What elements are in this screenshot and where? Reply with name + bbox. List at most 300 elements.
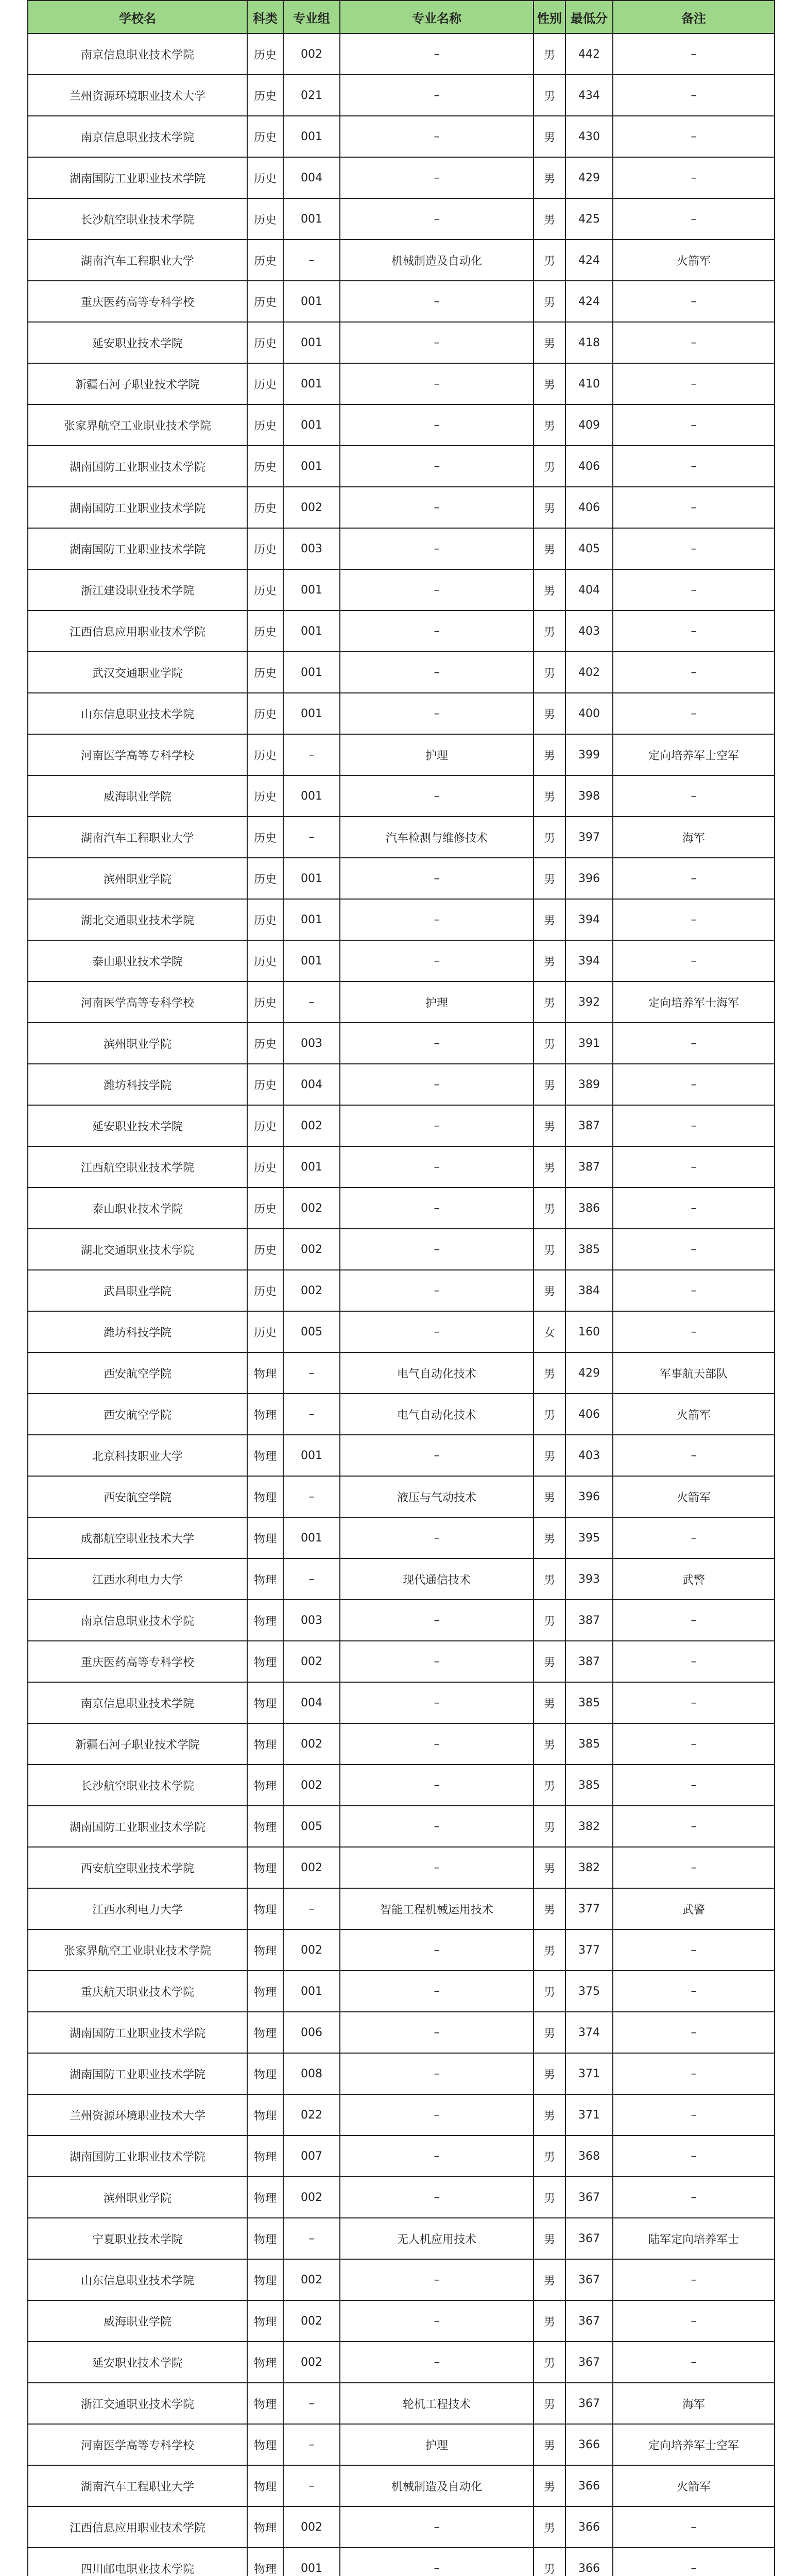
cell-note: – <box>613 1229 775 1270</box>
cell-group: 005 <box>283 1311 340 1352</box>
cell-subject: 物理 <box>247 1806 283 1847</box>
cell-school: 重庆医药高等专科学校 <box>28 281 247 322</box>
cell-gender: 男 <box>534 1394 565 1435</box>
cell-group: 021 <box>283 75 340 116</box>
table-row <box>28 1435 775 1476</box>
cell-school: 延安职业技术学院 <box>28 322 247 363</box>
cell-major: – <box>340 1971 534 2012</box>
cell-gender: 男 <box>534 1641 565 1682</box>
cell-group: 002 <box>283 487 340 528</box>
cell-gender: 男 <box>534 281 565 322</box>
cell-group: 003 <box>283 1023 340 1064</box>
cell-school: 湖南国防工业职业技术学院 <box>28 1806 247 1847</box>
cell-score: 386 <box>565 1188 613 1229</box>
cell-score: 410 <box>565 363 613 404</box>
cell-school: 湖南国防工业职业技术学院 <box>28 2136 247 2177</box>
table-row <box>28 940 775 981</box>
cell-score: 375 <box>565 1971 613 2012</box>
table-row <box>28 33 775 75</box>
cell-gender: 男 <box>534 446 565 487</box>
cell-group: 002 <box>283 1847 340 1888</box>
cell-group: 001 <box>283 1146 340 1188</box>
cell-score: 424 <box>565 240 613 281</box>
cell-score: 396 <box>565 858 613 899</box>
cell-school: 南京信息职业技术学院 <box>28 1600 247 1641</box>
cell-note: – <box>613 2342 775 2383</box>
cell-group: 001 <box>283 446 340 487</box>
cell-subject: 历史 <box>247 240 283 281</box>
cell-gender: 男 <box>534 404 565 446</box>
cell-note: – <box>613 940 775 981</box>
admission-score-table <box>27 0 775 2576</box>
cell-gender: 男 <box>534 116 565 157</box>
cell-score: 425 <box>565 198 613 240</box>
cell-school: 四川邮电职业技术学院 <box>28 2548 247 2576</box>
cell-gender: 男 <box>534 240 565 281</box>
cell-school: 泰山职业技术学院 <box>28 940 247 981</box>
cell-school: 湖南国防工业职业技术学院 <box>28 2012 247 2053</box>
cell-major: – <box>340 2012 534 2053</box>
cell-major: – <box>340 1105 534 1146</box>
cell-score: 403 <box>565 1435 613 1476</box>
table-row <box>28 1476 775 1517</box>
cell-school: 滨州职业学院 <box>28 858 247 899</box>
cell-major: 液压与气动技术 <box>340 1476 534 1517</box>
cell-score: 387 <box>565 1641 613 1682</box>
cell-group: – <box>283 1476 340 1517</box>
cell-subject: 物理 <box>247 2094 283 2136</box>
cell-major: 护理 <box>340 2424 534 2465</box>
table-row <box>28 2259 775 2300</box>
cell-group: 001 <box>283 940 340 981</box>
cell-major: – <box>340 1682 534 1723</box>
table-row <box>28 611 775 652</box>
cell-note: – <box>613 1188 775 1229</box>
header-subject: 科类 <box>247 1 283 33</box>
cell-group: 001 <box>283 363 340 404</box>
cell-score: 402 <box>565 652 613 693</box>
header-school: 学校名 <box>28 1 247 33</box>
table-row <box>28 2136 775 2177</box>
cell-subject: 物理 <box>247 2259 283 2300</box>
cell-note: – <box>613 75 775 116</box>
cell-major: 汽车检测与维修技术 <box>340 817 534 858</box>
cell-gender: 男 <box>534 734 565 775</box>
cell-subject: 物理 <box>247 1847 283 1888</box>
cell-score: 367 <box>565 2300 613 2342</box>
cell-subject: 物理 <box>247 1435 283 1476</box>
cell-gender: 男 <box>534 2218 565 2259</box>
cell-gender: 男 <box>534 652 565 693</box>
cell-group: 001 <box>283 569 340 611</box>
cell-major: – <box>340 33 534 75</box>
cell-school: 新疆石河子职业技术学院 <box>28 363 247 404</box>
cell-subject: 历史 <box>247 940 283 981</box>
cell-note: 火箭军 <box>613 1394 775 1435</box>
table-row <box>28 363 775 404</box>
cell-subject: 物理 <box>247 1971 283 2012</box>
cell-school: 江西航空职业技术学院 <box>28 1146 247 1188</box>
cell-score: 368 <box>565 2136 613 2177</box>
cell-school: 南京信息职业技术学院 <box>28 33 247 75</box>
cell-gender: 男 <box>534 2259 565 2300</box>
table-row <box>28 2383 775 2424</box>
cell-school: 南京信息职业技术学院 <box>28 116 247 157</box>
cell-gender: 男 <box>534 75 565 116</box>
cell-school: 山东信息职业技术学院 <box>28 693 247 734</box>
cell-subject: 物理 <box>247 2506 283 2548</box>
table-row <box>28 1600 775 1641</box>
table-row <box>28 528 775 569</box>
cell-major: – <box>340 2342 534 2383</box>
cell-major: 机械制造及自动化 <box>340 2465 534 2506</box>
cell-group: – <box>283 1352 340 1394</box>
header-note: 备注 <box>613 1 775 33</box>
table-row <box>28 240 775 281</box>
cell-school: 湖南汽车工程职业大学 <box>28 817 247 858</box>
cell-group: – <box>283 1394 340 1435</box>
cell-subject: 历史 <box>247 116 283 157</box>
cell-note: 海军 <box>613 2383 775 2424</box>
cell-score: 429 <box>565 1352 613 1394</box>
table-row <box>28 2548 775 2576</box>
cell-school: 湖北交通职业技术学院 <box>28 899 247 940</box>
cell-school: 新疆石河子职业技术学院 <box>28 1723 247 1765</box>
cell-score: 392 <box>565 981 613 1023</box>
cell-gender: 男 <box>534 569 565 611</box>
cell-score: 367 <box>565 2218 613 2259</box>
cell-group: – <box>283 1888 340 1929</box>
cell-score: 400 <box>565 693 613 734</box>
cell-score: 430 <box>565 116 613 157</box>
cell-score: 434 <box>565 75 613 116</box>
cell-group: 008 <box>283 2053 340 2094</box>
cell-subject: 物理 <box>247 1517 283 1558</box>
cell-note: – <box>613 322 775 363</box>
table-row <box>28 693 775 734</box>
table-row <box>28 2424 775 2465</box>
cell-major: – <box>340 1806 534 1847</box>
cell-note: – <box>613 775 775 817</box>
cell-school: 江西水利电力大学 <box>28 1558 247 1600</box>
cell-score: 384 <box>565 1270 613 1311</box>
cell-school: 湖南国防工业职业技术学院 <box>28 157 247 198</box>
table-row <box>28 1311 775 1352</box>
cell-subject: 历史 <box>247 899 283 940</box>
cell-gender: 男 <box>534 611 565 652</box>
cell-group: 001 <box>283 775 340 817</box>
cell-subject: 历史 <box>247 1023 283 1064</box>
cell-score: 442 <box>565 33 613 75</box>
cell-note: – <box>613 1105 775 1146</box>
cell-gender: 男 <box>534 1352 565 1394</box>
cell-note: – <box>613 528 775 569</box>
cell-score: 404 <box>565 569 613 611</box>
cell-group: 003 <box>283 1600 340 1641</box>
cell-gender: 男 <box>534 1517 565 1558</box>
cell-gender: 男 <box>534 1765 565 1806</box>
cell-school: 延安职业技术学院 <box>28 1105 247 1146</box>
cell-subject: 物理 <box>247 1394 283 1435</box>
table-row <box>28 487 775 528</box>
cell-major: – <box>340 2259 534 2300</box>
cell-school: 湖南汽车工程职业大学 <box>28 240 247 281</box>
cell-score: 366 <box>565 2506 613 2548</box>
cell-gender: 男 <box>534 1270 565 1311</box>
cell-subject: 历史 <box>247 734 283 775</box>
cell-gender: 男 <box>534 1023 565 1064</box>
cell-school: 长沙航空职业技术学院 <box>28 1765 247 1806</box>
cell-note: 定向培养军士空军 <box>613 2424 775 2465</box>
cell-subject: 历史 <box>247 1270 283 1311</box>
cell-subject: 历史 <box>247 322 283 363</box>
cell-group: 002 <box>283 2300 340 2342</box>
cell-score: 367 <box>565 2259 613 2300</box>
cell-score: 367 <box>565 2383 613 2424</box>
cell-major: – <box>340 899 534 940</box>
cell-note: – <box>613 1723 775 1765</box>
table-row <box>28 116 775 157</box>
cell-major: 护理 <box>340 734 534 775</box>
cell-gender: 男 <box>534 693 565 734</box>
cell-major: – <box>340 2300 534 2342</box>
cell-note: – <box>613 1435 775 1476</box>
cell-score: 387 <box>565 1600 613 1641</box>
cell-note: – <box>613 899 775 940</box>
cell-gender: 男 <box>534 2300 565 2342</box>
cell-score: 409 <box>565 404 613 446</box>
cell-school: 江西信息应用职业技术学院 <box>28 2506 247 2548</box>
cell-gender: 男 <box>534 1188 565 1229</box>
table-row <box>28 1270 775 1311</box>
table-row <box>28 858 775 899</box>
cell-score: 377 <box>565 1929 613 1971</box>
cell-group: – <box>283 2218 340 2259</box>
cell-major: 机械制造及自动化 <box>340 240 534 281</box>
table-row <box>28 157 775 198</box>
cell-gender: 男 <box>534 2548 565 2576</box>
cell-note: – <box>613 1600 775 1641</box>
cell-major: – <box>340 611 534 652</box>
cell-subject: 历史 <box>247 157 283 198</box>
cell-note: – <box>613 1641 775 1682</box>
cell-major: – <box>340 75 534 116</box>
cell-gender: 男 <box>534 1723 565 1765</box>
table-row <box>28 198 775 240</box>
table-row <box>28 1641 775 1682</box>
cell-subject: 物理 <box>247 2218 283 2259</box>
cell-gender: 男 <box>534 817 565 858</box>
cell-gender: 男 <box>534 2177 565 2218</box>
cell-major: – <box>340 446 534 487</box>
cell-school: 湖南国防工业职业技术学院 <box>28 2053 247 2094</box>
cell-subject: 物理 <box>247 2136 283 2177</box>
cell-group: – <box>283 2465 340 2506</box>
cell-subject: 物理 <box>247 2383 283 2424</box>
cell-gender: 男 <box>534 1971 565 2012</box>
cell-subject: 物理 <box>247 1929 283 1971</box>
cell-score: 429 <box>565 157 613 198</box>
cell-score: 371 <box>565 2053 613 2094</box>
table-row <box>28 2342 775 2383</box>
cell-note: – <box>613 446 775 487</box>
cell-group: 001 <box>283 1971 340 2012</box>
table-row <box>28 1765 775 1806</box>
cell-score: 377 <box>565 1888 613 1929</box>
cell-subject: 历史 <box>247 817 283 858</box>
cell-school: 宁夏职业技术学院 <box>28 2218 247 2259</box>
cell-gender: 男 <box>534 2465 565 2506</box>
cell-gender: 男 <box>534 322 565 363</box>
cell-score: 366 <box>565 2548 613 2576</box>
table-row <box>28 2506 775 2548</box>
cell-school: 西安航空职业技术学院 <box>28 1847 247 1888</box>
cell-major: – <box>340 1929 534 1971</box>
cell-subject: 历史 <box>247 75 283 116</box>
cell-note: – <box>613 1064 775 1105</box>
cell-major: – <box>340 1641 534 1682</box>
cell-major: 现代通信技术 <box>340 1558 534 1600</box>
cell-gender: 男 <box>534 1476 565 1517</box>
cell-note: – <box>613 116 775 157</box>
cell-group: 001 <box>283 116 340 157</box>
cell-gender: 男 <box>534 1929 565 1971</box>
cell-score: 406 <box>565 487 613 528</box>
cell-gender: 男 <box>534 2094 565 2136</box>
cell-major: – <box>340 1023 534 1064</box>
cell-school: 长沙航空职业技术学院 <box>28 198 247 240</box>
cell-gender: 男 <box>534 487 565 528</box>
table-row <box>28 1394 775 1435</box>
cell-major: – <box>340 858 534 899</box>
cell-note: – <box>613 1847 775 1888</box>
cell-score: 385 <box>565 1229 613 1270</box>
cell-note: – <box>613 157 775 198</box>
cell-note: – <box>613 1311 775 1352</box>
cell-school: 河南医学高等专科学校 <box>28 981 247 1023</box>
cell-school: 兰州资源环境职业技术大学 <box>28 2094 247 2136</box>
cell-score: 391 <box>565 1023 613 1064</box>
cell-note: – <box>613 1023 775 1064</box>
cell-subject: 物理 <box>247 1558 283 1600</box>
table-row <box>28 817 775 858</box>
cell-subject: 历史 <box>247 1105 283 1146</box>
table-row <box>28 75 775 116</box>
cell-gender: 男 <box>534 363 565 404</box>
cell-note: – <box>613 1517 775 1558</box>
cell-group: 002 <box>283 33 340 75</box>
cell-note: – <box>613 1929 775 1971</box>
cell-score: 367 <box>565 2342 613 2383</box>
cell-note: – <box>613 198 775 240</box>
table-row <box>28 1723 775 1765</box>
cell-school: 浙江交通职业技术学院 <box>28 2383 247 2424</box>
cell-note: – <box>613 693 775 734</box>
cell-score: 393 <box>565 1558 613 1600</box>
cell-group: 002 <box>283 1723 340 1765</box>
cell-group: – <box>283 2383 340 2424</box>
cell-score: 366 <box>565 2424 613 2465</box>
cell-gender: 男 <box>534 2012 565 2053</box>
cell-note: – <box>613 2548 775 2576</box>
cell-group: 001 <box>283 198 340 240</box>
cell-score: 394 <box>565 899 613 940</box>
cell-subject: 物理 <box>247 1641 283 1682</box>
cell-major: 电气自动化技术 <box>340 1394 534 1435</box>
cell-group: 002 <box>283 1229 340 1270</box>
cell-score: 406 <box>565 446 613 487</box>
cell-school: 西安航空学院 <box>28 1352 247 1394</box>
table-row <box>28 1517 775 1558</box>
cell-subject: 历史 <box>247 1146 283 1188</box>
cell-subject: 物理 <box>247 1888 283 1929</box>
cell-gender: 男 <box>534 1847 565 1888</box>
table-header-row <box>28 1 775 33</box>
cell-major: 轮机工程技术 <box>340 2383 534 2424</box>
table-row <box>28 404 775 446</box>
table-row <box>28 2218 775 2259</box>
cell-note: – <box>613 2136 775 2177</box>
cell-note: 定向培养军士海军 <box>613 981 775 1023</box>
cell-major: – <box>340 1847 534 1888</box>
cell-gender: 男 <box>534 1435 565 1476</box>
cell-group: – <box>283 734 340 775</box>
cell-note: – <box>613 2506 775 2548</box>
cell-note: – <box>613 363 775 404</box>
cell-group: 022 <box>283 2094 340 2136</box>
cell-school: 张家界航空工业职业技术学院 <box>28 1929 247 1971</box>
cell-major: – <box>340 487 534 528</box>
cell-subject: 历史 <box>247 1188 283 1229</box>
cell-gender: 男 <box>534 1682 565 1723</box>
cell-subject: 历史 <box>247 775 283 817</box>
cell-school: 山东信息职业技术学院 <box>28 2259 247 2300</box>
table-row <box>28 1847 775 1888</box>
cell-note: – <box>613 2177 775 2218</box>
cell-school: 潍坊科技学院 <box>28 1311 247 1352</box>
cell-major: – <box>340 1765 534 1806</box>
cell-note: – <box>613 404 775 446</box>
table-body <box>28 33 775 2576</box>
cell-school: 浙江建设职业技术学院 <box>28 569 247 611</box>
cell-school: 威海职业学院 <box>28 2300 247 2342</box>
cell-note: – <box>613 652 775 693</box>
cell-subject: 物理 <box>247 1682 283 1723</box>
cell-subject: 历史 <box>247 693 283 734</box>
cell-subject: 历史 <box>247 528 283 569</box>
cell-note: – <box>613 2259 775 2300</box>
cell-major: – <box>340 1435 534 1476</box>
cell-group: 001 <box>283 404 340 446</box>
cell-subject: 物理 <box>247 2053 283 2094</box>
cell-subject: 物理 <box>247 2424 283 2465</box>
cell-school: 河南医学高等专科学校 <box>28 2424 247 2465</box>
cell-major: – <box>340 1146 534 1188</box>
cell-group: 004 <box>283 1682 340 1723</box>
cell-score: 398 <box>565 775 613 817</box>
cell-note: – <box>613 1270 775 1311</box>
cell-major: – <box>340 2177 534 2218</box>
cell-score: 406 <box>565 1394 613 1435</box>
cell-school: 滨州职业学院 <box>28 1023 247 1064</box>
table-row <box>28 1188 775 1229</box>
cell-group: 002 <box>283 1105 340 1146</box>
cell-major: – <box>340 363 534 404</box>
cell-note: – <box>613 2053 775 2094</box>
cell-subject: 物理 <box>247 2012 283 2053</box>
cell-major: 电气自动化技术 <box>340 1352 534 1394</box>
cell-school: 南京信息职业技术学院 <box>28 1682 247 1723</box>
